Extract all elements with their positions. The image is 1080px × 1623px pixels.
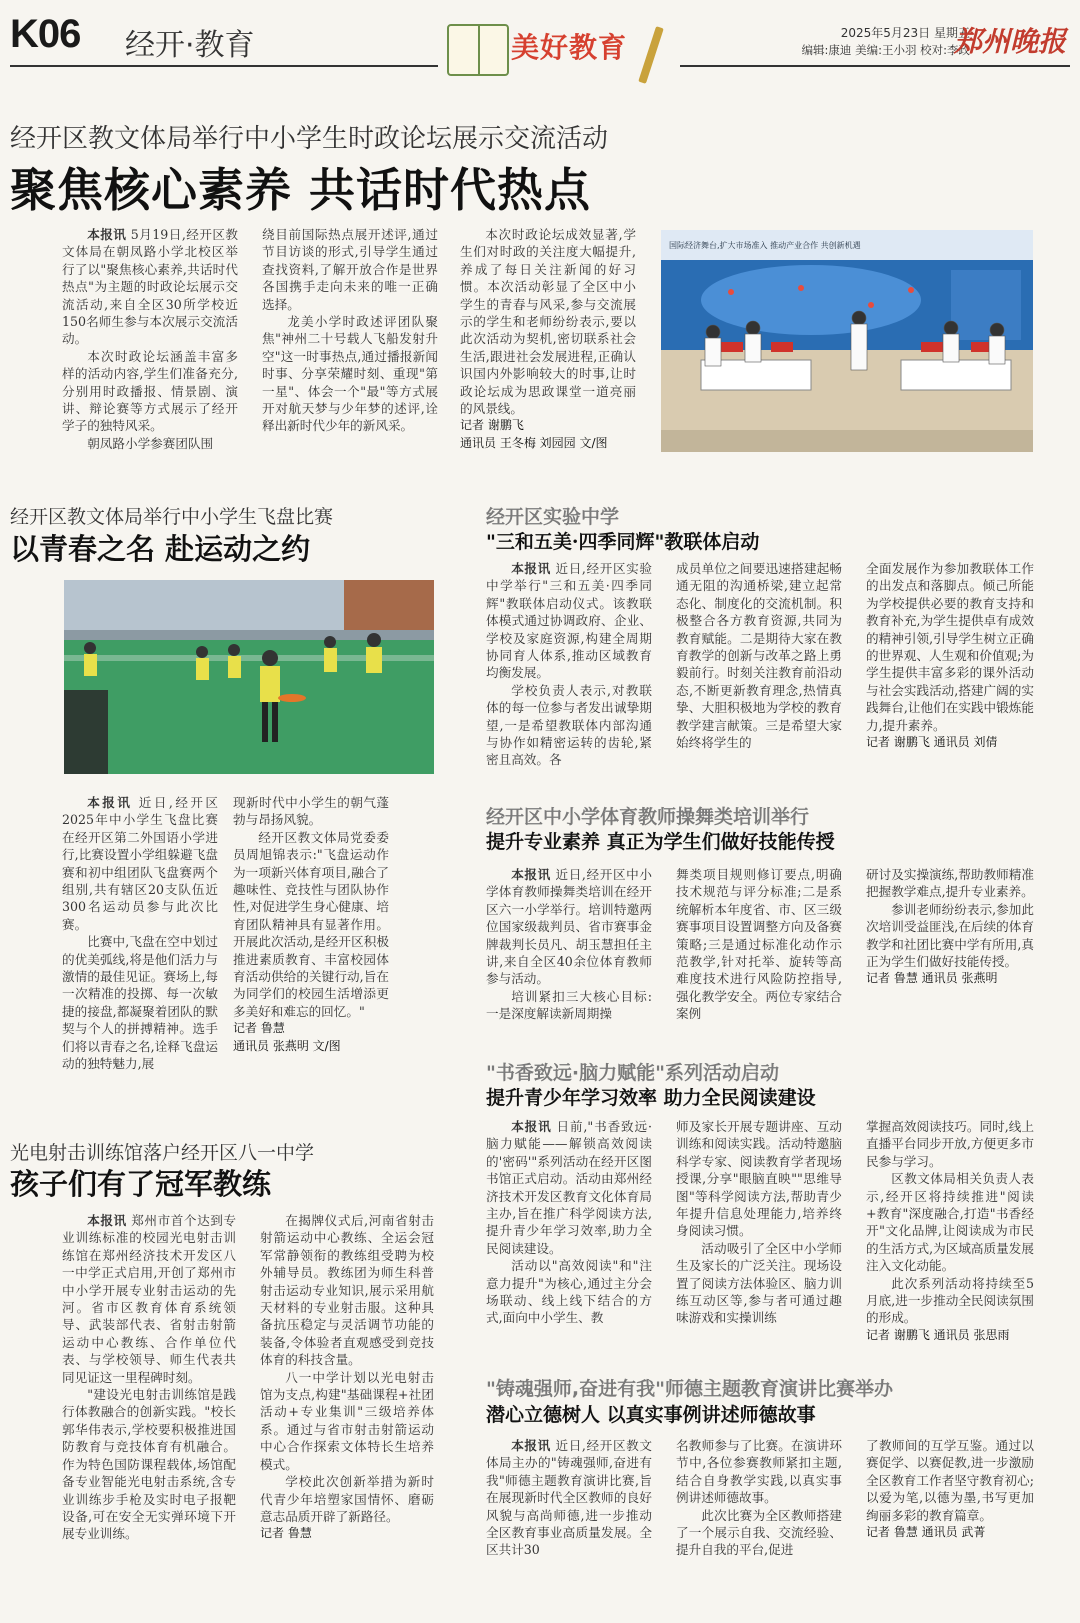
article-forum-col3 — [460, 226, 636, 456]
paragraph: 活动吸引了全区中小学师生及家长的广泛关注。现场设置了阅读方法体验区、脑力训练互动区等,参与者可通过趣味游戏和实操训练 — [676, 1240, 842, 1326]
frisbee-photo — [64, 580, 434, 774]
paragraph: 朝凤路小学参赛团队围 — [87, 435, 214, 451]
paragraph: 名教师参与了比赛。在演讲环节中,各位参赛教师紧扣主题,结合自身教学实践,以真实事例讲述师德故事。 — [676, 1438, 842, 1506]
article-reading-col1 — [486, 1118, 652, 1344]
article-forum-col1 — [62, 226, 238, 456]
article-alliance-col1 — [486, 560, 652, 772]
paragraph: 绕目前国际热点展开述评,通过节目访谈的形式,引导学生通过查找资料,了解开放合作是世界各国携手走向未来的唯一正确选择。 — [262, 227, 438, 312]
lead-tag: 本报讯 — [511, 867, 551, 882]
masthead-rule-right — [680, 65, 1070, 67]
article-reading-col3 — [866, 1118, 1034, 1344]
forum-photo — [661, 230, 1033, 452]
article-frisbee-col2 — [233, 794, 389, 1090]
paragraph: 掌握高效阅读技巧。同时,线上直播平台同步开放,方便更多市民参与学习。 — [866, 1119, 1034, 1169]
paragraph: 师及家长开展专题讲座、互动训练和阅读实践。活动特邀脑科学专家、阅读教育学者现场授课,分享"眼脑直映""思维导图"等科学阅读方法,帮助青少年提升信息处理能力,培养终身阅读习惯。 — [676, 1119, 842, 1239]
article-alliance-col2 — [676, 560, 842, 772]
article-pe-headline: 提升专业素养 真正为学生们做好技能传授 — [486, 831, 835, 853]
article-ethics-col1 — [486, 1437, 652, 1617]
lead-tag: 本报讯 — [511, 1119, 552, 1134]
article-ethics-headline: 潜心立德树人 以真实事例讲述师德故事 — [486, 1404, 816, 1426]
article-frisbee-kicker: 经开区教文体局举行中小学生飞盘比赛 — [10, 506, 334, 528]
byline-reporter: 记者 鲁慧 通讯员 武菁 — [866, 1525, 986, 1540]
open-book-icon — [447, 24, 509, 76]
byline-correspondent: 通讯员 王冬梅 刘园园 文/图 — [460, 435, 608, 450]
lead-tag: 本报讯 — [87, 795, 133, 810]
paragraph: 5月19日,经开区教文体局在朝凤路小学北校区举行了以"聚焦核心素养,共话时代热点"为主题的时政论坛展示交流活动,来自全区30所学校近150名师生参与本次展示交流活动。 — [62, 227, 238, 347]
article-frisbee-headline: 以青春之名 赴运动之约 — [10, 532, 311, 566]
page-number: K06 — [10, 12, 81, 56]
paragraph: 现新时代中小学生的朝气蓬勃与昂扬风貌。 — [233, 795, 389, 828]
byline-reporter: 记者 谢鹏飞 通讯员 刘倩 — [866, 735, 998, 750]
article-alliance-kicker: 经开区实验中学 — [486, 506, 620, 528]
issue-date: 2025年5月23日 星期五 — [840, 26, 970, 40]
paragraph: 比赛中,飞盘在空中划过的优美弧线,将是他们活力与激情的最佳见证。赛场上,每一次精准的投掷、每一次敏捷的接盘,都凝聚着团队的默契与个人的拼搏精神。选手们将以青春之名,诠释飞盘运动的独特魅力,展 — [62, 934, 218, 1072]
article-shooting-kicker: 光电射击训练馆落户经开区八一中学 — [10, 1142, 315, 1164]
article-ethics-col3 — [866, 1437, 1034, 1617]
article-shooting-headline: 孩子们有了冠军教练 — [10, 1167, 272, 1201]
paragraph: 近日,经开区中小学体育教师操舞类培训在经开区六一小学举行。培训特邀两位国家级裁判员、省市赛事金牌裁判长员凡、胡玉慧担任主讲,来自全区40余位体育教师参与活动。 — [486, 867, 652, 987]
section-name: 经开·教育 — [125, 28, 255, 63]
article-pe-col1 — [486, 866, 652, 1024]
lead-tag: 本报讯 — [511, 1438, 551, 1453]
forum-photo-drawing — [661, 230, 1033, 452]
lead-tag: 本报讯 — [87, 227, 127, 242]
screen-caption: 国际经济舞台,扩大市场准入 推动产业合作 共创新机遇 — [669, 241, 861, 250]
paragraph: 区教文体局相关负责人表示,经开区将持续推进"阅读+教育"深度融合,打造"书香经开"文化品牌,让阅读成为市民的生活方式,为区域高质量发展注入文化动能。 — [866, 1171, 1034, 1274]
frisbee-photo-drawing — [64, 580, 434, 774]
article-reading-headline: 提升青少年学习效率 助力全民阅读建设 — [486, 1087, 816, 1109]
byline-reporter: 记者 鲁慧 — [233, 1021, 285, 1036]
paragraph: 参训老师纷纷表示,参加此次培训受益匪浅,在后续的体育教学和社团比赛中学有所用,真正为学生们做好技能传授。 — [866, 901, 1034, 970]
paragraph: 龙美小学时政述评团队聚焦"神州二十号载人飞船发射升空"这一时事热点,通过播报新闻时事、分享荣耀时刻、重现"第一星"、体会一个"最"等方式展开对航天梦与少年梦的述评,诠释出新时代少年的新风采。 — [262, 314, 438, 434]
byline-reporter: 记者 谢鹏飞 — [460, 418, 524, 433]
paragraph: 学校此次创新举措为新时代青少年培塑家国情怀、磨砺意志品质开辟了新路径。 — [260, 1474, 434, 1524]
paragraph: 研讨及实操演练,帮助教师精准把握教学难点,提升专业素养。 — [866, 867, 1034, 900]
byline-reporter: 记者 鲁慧 通讯员 张燕明 — [866, 971, 998, 986]
banner-title: 美好教育 — [511, 31, 628, 64]
masthead-rule-left — [10, 65, 438, 67]
article-shooting-col1 — [62, 1212, 236, 1572]
paragraph: "建设光电射击训练馆是践行体教融合的创新实践。"校长郭华伟表示,学校要积极推进国防教育与竞技体育有机融合。作为特色国防课程载体,场馆配备专业智能光电射击系统,含专业训练步手枪及实时电子报靶设备,可在安全无实弹环境下开展专业训练。 — [62, 1387, 236, 1542]
article-ethics-kicker: "铸魂强师,奋进有我"师德主题教育演讲比赛举办 — [486, 1378, 894, 1400]
paragraph: 八一中学计划以光电射击馆为支点,构建"基础课程+社团活动+专业集训"三级培养体系。通过与省市射击射箭运动中心合作探索文体特长生培养模式。 — [260, 1369, 434, 1472]
masthead — [10, 8, 1070, 68]
newspaper-logo: 郑州晚报 — [953, 25, 1066, 58]
paragraph: 全面发展作为参加教联体工作的出发点和落脚点。倾己所能为学校提供必要的教育支持和教育补充,为学生提供卓有成效的精神引领,引导学生树立正确的世界观、人生观和价值观;为学生提供丰富多彩的课外活动与社会实践活动,搭建广阔的实践舞台,让他们在实践中锻炼能力,提升素养。 — [866, 561, 1034, 733]
paragraph: 近日,经开区实验中学举行"三和五美·四季同辉"教联体启动仪式。该教联体模式通过协调政府、企业、学校及家庭资源,构建全周期协同育人体系,推动区域教育均衡发展。 — [486, 561, 652, 681]
paragraph: 郑州市首个达到专业训练标准的校园光电射击训练馆在郑州经济技术开发区八一中学正式启用,开创了郑州市中小学开展专业射击运动的先河。省市区教育体育系统领导、武装部代表、省射击射箭运动中心教练、合作单位代表、与学校领导、师生代表共同见证这一里程碑时刻。 — [62, 1213, 236, 1385]
byline-correspondent: 通讯员 张燕明 文/图 — [233, 1038, 341, 1053]
article-frisbee-col1 — [62, 794, 218, 1090]
paragraph: 培训紧扣三大核心目标:一是深度解读新周期操 — [486, 988, 652, 1022]
paragraph: 学校负责人表示,对教联体的每一位参与者发出诚挚期望,一是希望教联体内部沟通与协作如精密运转的齿轮,紧密且高效。各 — [486, 682, 652, 768]
byline-reporter: 记者 鲁慧 — [260, 1526, 312, 1541]
paragraph: 在揭牌仪式后,河南省射击射箭运动中心教练、全运会冠军常静领衔的教练组受聘为校外辅导员。教练团为师生科普射击运动专业知识,展示采用航天材料的专业射击服。这种具备抗压稳定与灵活调节功能的装备,令体验者直观感受到竞技体育的科技含量。 — [260, 1213, 434, 1368]
pencil-icon — [638, 26, 664, 84]
lead-tag: 本报讯 — [511, 561, 551, 576]
article-forum-headline: 聚焦核心素养 共话时代热点 — [10, 163, 592, 217]
article-reading-kicker: "书香致远·脑力赋能"系列活动启动 — [486, 1062, 780, 1084]
section-banner — [447, 24, 677, 80]
paragraph: 本次时政论坛成效显著,学生们对时政的关注度大幅提升,养成了每日关注新闻的好习惯。本次活动彰显了全区中小学生的青春与风采,参与交流展示的学生和老师纷纷表示,要以此次活动为契机,密切联系社会生活,跟进社会发展进程,正确认识国内外影响较大的时事,让时政论坛成为思政课堂一道亮丽的风景线。 — [460, 227, 636, 417]
paragraph: 此次系列活动将持续至5月底,进一步推动全民阅读氛围的形成。 — [866, 1275, 1034, 1326]
paragraph: 日前,"书香致远·脑力赋能——解锁高效阅读的'密码'"系列活动在经开区图书馆正式启动。活动由郑州经济技术开发区教育文化体育局主办,旨在推广科学阅读方法,提升青少年学习效率,助力全民阅读建设。 — [486, 1119, 652, 1256]
paragraph: 此次比赛为全区教师搭建了一个展示自我、交流经验、提升自我的平台,促进 — [676, 1507, 842, 1558]
paragraph: 本次时政论坛涵盖丰富多样的活动内容,学生们准备充分,分别用时政播报、情景剧、演讲、辩论赛等方式展示了经开学子的独特风采。 — [62, 348, 238, 434]
staff-credits: 编辑:康迪 美编:王小羽 校对:李政 — [801, 43, 970, 57]
article-forum-kicker: 经开区教文体局举行中小学生时政论坛展示交流活动 — [10, 124, 609, 154]
paragraph: 近日,经开区2025年中小学生飞盘比赛在经开区第二外国语小学进行,比赛设置小学组躲避飞盘赛和初中组团队飞盘赛两个组别,共有辖区20支队伍近300名运动员参与此次比赛。 — [62, 795, 218, 932]
paragraph: 成员单位之间要迅速搭建起畅通无阻的沟通桥梁,建立起常态化、制度化的交流机制。积极整合各方教育资源,共同为教育赋能。二是期待大家在教育教学的创新与改革之路上勇毅前行。时刻关注教育前沿动态,不断更新教育理念,热情真挚、大胆积极地为学校的教育教学建言献策。三是希望大家始终将学生的 — [676, 561, 842, 751]
article-alliance-headline: "三和五美·四季同辉"教联体启动 — [486, 531, 760, 553]
article-alliance-col3 — [866, 560, 1034, 772]
article-pe-kicker: 经开区中小学体育教师操舞类培训举行 — [486, 806, 810, 828]
article-shooting-col2 — [260, 1212, 434, 1572]
article-reading-col2 — [676, 1118, 842, 1344]
paragraph: 了教师间的互学互鉴。通过以赛促学、以赛促教,进一步激励全区教育工作者坚守教育初心;以爱为笔,以德为墨,书写更加绚丽多彩的教育篇章。 — [866, 1438, 1034, 1523]
article-ethics-col2 — [676, 1437, 842, 1617]
article-forum-col2 — [262, 226, 438, 456]
article-pe-col2 — [676, 866, 842, 1024]
lead-tag: 本报讯 — [87, 1213, 127, 1228]
article-pe-col3 — [866, 866, 1034, 1024]
paragraph: 经开区教文体局党委委员周旭锦表示:"飞盘运动作为一项新兴体育项目,融合了趣味性、竞技性与团队协作性,对促进学生身心健康、培育团队精神具有显著作用。开展此次活动,是经开区积极推进素质教育、丰富校园体育活动供给的关键行动,旨在为同学们的校园生活增添更多美好和难忘的回忆。" — [233, 829, 389, 1019]
paragraph: 近日,经开区教文体局主办的"铸魂强师,奋进有我"师德主题教育演讲比赛,旨在展现新时代全区教师的良好风貌与高尚师德,进一步推动全区教育事业高质量发展。全区共计30 — [486, 1438, 652, 1558]
paragraph: 舞类项目规则修订要点,明确技术规范与评分标准;二是系统解析本年度省、市、区三级赛事项目设置调整方向及备赛策略;三是通过标准化动作示范教学,针对托举、旋转等高难度技术进行风险防控指导,强化教学安全。两位专家结合案例 — [676, 867, 842, 1022]
paragraph: 活动以"高效阅读"和"注意力提升"为核心,通过主分会场联动、线上线下结合的方式,面向中小学生、教 — [486, 1258, 652, 1326]
byline-reporter: 记者 谢鹏飞 通讯员 张思雨 — [866, 1327, 1010, 1342]
